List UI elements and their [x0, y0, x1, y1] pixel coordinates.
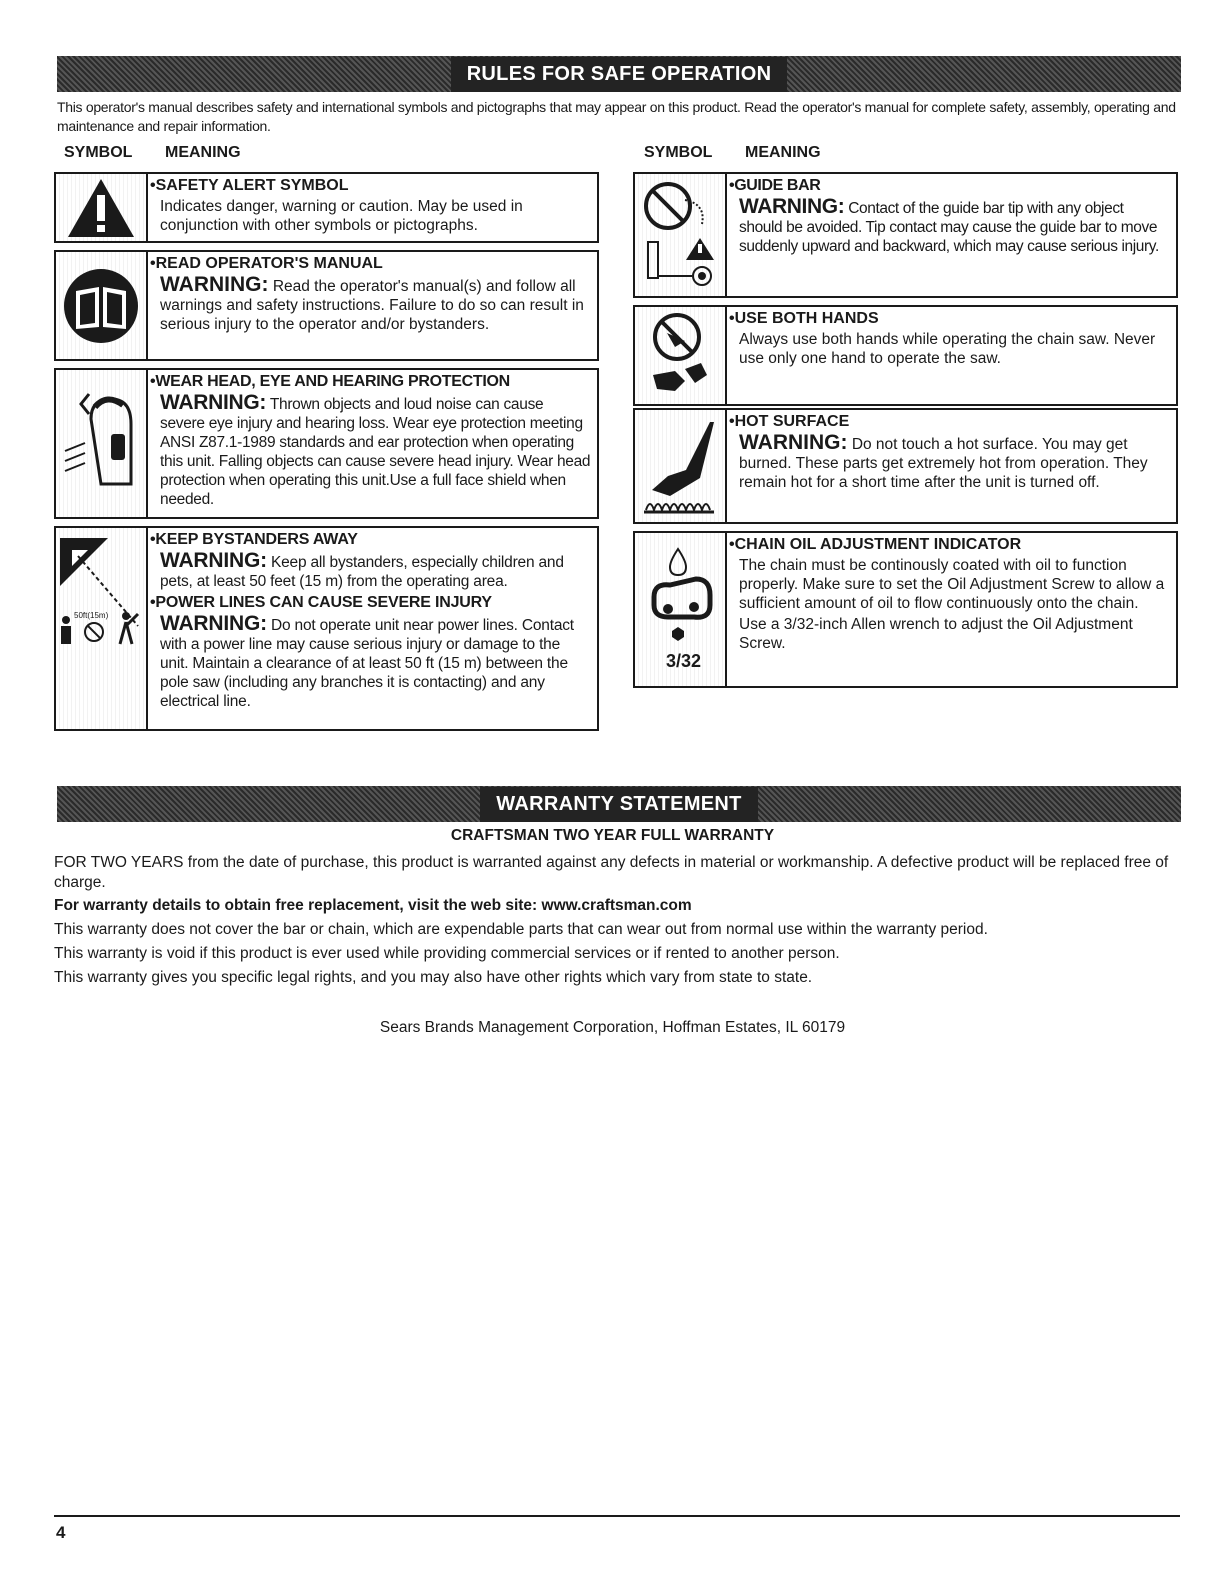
symbol-title: • USE BOTH HANDS: [729, 309, 1170, 328]
warranty-paragraph: This warranty gives you specific legal rights, and you may also have other rights which vary from state to state.: [54, 969, 813, 986]
symbol-description: Thrown objects and loud noise can cause severe eye injury and hearing loss. Wear eye protection meeting ANSI Z87.1-1989 standards and ear protection when operating this unit. Falling objects can cause severe head injury. Wear head protection when operating this unit.Use a full face shield when needed.: [160, 396, 591, 508]
symbol-description: Read the operator's manual(s) and follow all warnings and safety instructions. Failure to do so can result in serious injury to the operator and/or bystanders.: [160, 278, 584, 333]
right-column-header: [644, 144, 821, 162]
symbol-description: Contact of the guide bar tip with any object should be avoided. Tip contact may cause the guide bar to move suddenly upward and backward, which may cause serious injury.: [739, 200, 1159, 255]
warranty-paragraph: This warranty is void if this product is ever used while providing commercial services or if rented to another person.: [54, 945, 840, 962]
safety-alert-triangle-icon: [56, 174, 148, 241]
symbol-title: • WEAR HEAD, EYE AND HEARING PROTECTION: [150, 372, 591, 391]
company-address: Sears Brands Management Corporation, Hoffman Estates, IL 60179: [379, 1019, 846, 1036]
guide-bar-kickback-icon: [635, 174, 727, 296]
meaning-header: MEANING: [745, 144, 821, 161]
safe-operation-banner: [57, 56, 1181, 92]
left-column-header: [64, 144, 241, 162]
symbol-box-chain-oil: [633, 531, 1178, 688]
symbol-description-secondary: Use a 3/32-inch Allen wrench to adjust the Oil Adjustment Screw.: [739, 616, 1133, 652]
clearance-distance-label: 50ft(15m): [74, 611, 109, 620]
bystanders-power-lines-icon: [56, 528, 148, 729]
symbol-title-secondary: • POWER LINES CAN CAUSE SEVERE INJURY: [150, 593, 591, 612]
warranty-banner-title: WARRANTY STATEMENT: [480, 787, 757, 822]
symbol-box-guide-bar: [633, 172, 1178, 298]
warranty-banner: [57, 786, 1181, 822]
intro-text: This operator's manual describes safety and international symbols and pictographs that may appear on this product. Read the operator's manual for complete safety, assembly, operating and maintenance and repair information.: [57, 99, 1176, 134]
warning-label: WARNING:: [739, 195, 845, 218]
symbol-description: Indicates danger, warning or caution. May be used in conjunction with other symbols or pictographs.: [160, 198, 523, 234]
warning-label: WARNING:: [739, 431, 848, 454]
allen-wrench-size-label: 3/32: [666, 650, 702, 671]
symbol-title: • READ OPERATOR'S MANUAL: [150, 254, 591, 273]
symbol-title: • CHAIN OIL ADJUSTMENT INDICATOR: [729, 535, 1170, 554]
warning-label-secondary: WARNING:: [160, 612, 267, 635]
chain-oil-indicator-icon: [635, 533, 727, 686]
meaning-header: MEANING: [165, 144, 241, 161]
safe-operation-banner-title: RULES FOR SAFE OPERATION: [451, 57, 788, 92]
warning-label: WARNING:: [160, 273, 269, 296]
symbol-title: • SAFETY ALERT SYMBOL: [150, 176, 591, 195]
warning-label: WARNING:: [160, 391, 267, 414]
symbol-box-bystanders-power-lines: [54, 526, 599, 731]
symbol-title: • KEEP BYSTANDERS AWAY: [150, 530, 591, 549]
symbol-header: SYMBOL: [64, 144, 133, 161]
symbol-box-safety-alert: [54, 172, 599, 243]
head-eye-hearing-protection-icon: [56, 370, 148, 517]
footer-divider: [54, 1515, 1180, 1517]
warranty-details-link-text: For warranty details to obtain free replacement, visit the web site: www.craftsman.com: [54, 897, 692, 914]
warning-label: WARNING:: [160, 549, 267, 572]
warranty-heading: CRAFTSMAN TWO YEAR FULL WARRANTY: [450, 827, 775, 844]
symbol-box-hot-surface: [633, 408, 1178, 524]
symbol-description-secondary: Do not operate unit near power lines. Contact with a power line may cause serious injury or damage to the unit. Maintain a clearance of at least 50 ft (15 m) between the pole saw (including any branches it is contacting) and any electrical line.: [160, 617, 574, 710]
symbol-title: • GUIDE BAR: [729, 176, 1170, 195]
warranty-paragraph: FOR TWO YEARS from the date of purchase, this product is warranted against any defects in material or workmanship. A defective product will be replaced free of charge.: [54, 854, 1169, 891]
symbol-description: Do not touch a hot surface. You may get burned. These parts get extremely hot from operation. They remain hot for a short time after the unit is turned off.: [739, 436, 1148, 491]
use-both-hands-icon: [635, 307, 727, 404]
symbol-box-use-both-hands: [633, 305, 1178, 406]
symbol-box-read-manual: [54, 250, 599, 361]
symbol-description: The chain must be continously coated with oil to function properly. Make sure to set the Oil Adjustment Screw to allow a sufficient amount of oil to flow continuously onto the chain.: [739, 557, 1165, 612]
symbol-description: Always use both hands while operating the chain saw. Never use only one hand to operate the saw.: [739, 331, 1156, 367]
page-number: 4: [56, 1523, 66, 1542]
symbol-title: • HOT SURFACE: [729, 412, 1170, 431]
symbol-box-head-eye-hearing: [54, 368, 599, 519]
hot-surface-icon: [635, 410, 727, 522]
warranty-paragraph: This warranty does not cover the bar or chain, which are expendable parts that can wear out from normal use within the warranty period.: [54, 921, 988, 938]
symbol-header: SYMBOL: [644, 144, 713, 161]
symbol-description: Keep all bystanders, especially children and pets, at least 50 feet (15 m) from the operating area.: [160, 554, 564, 590]
operator-manual-icon: [56, 252, 148, 359]
